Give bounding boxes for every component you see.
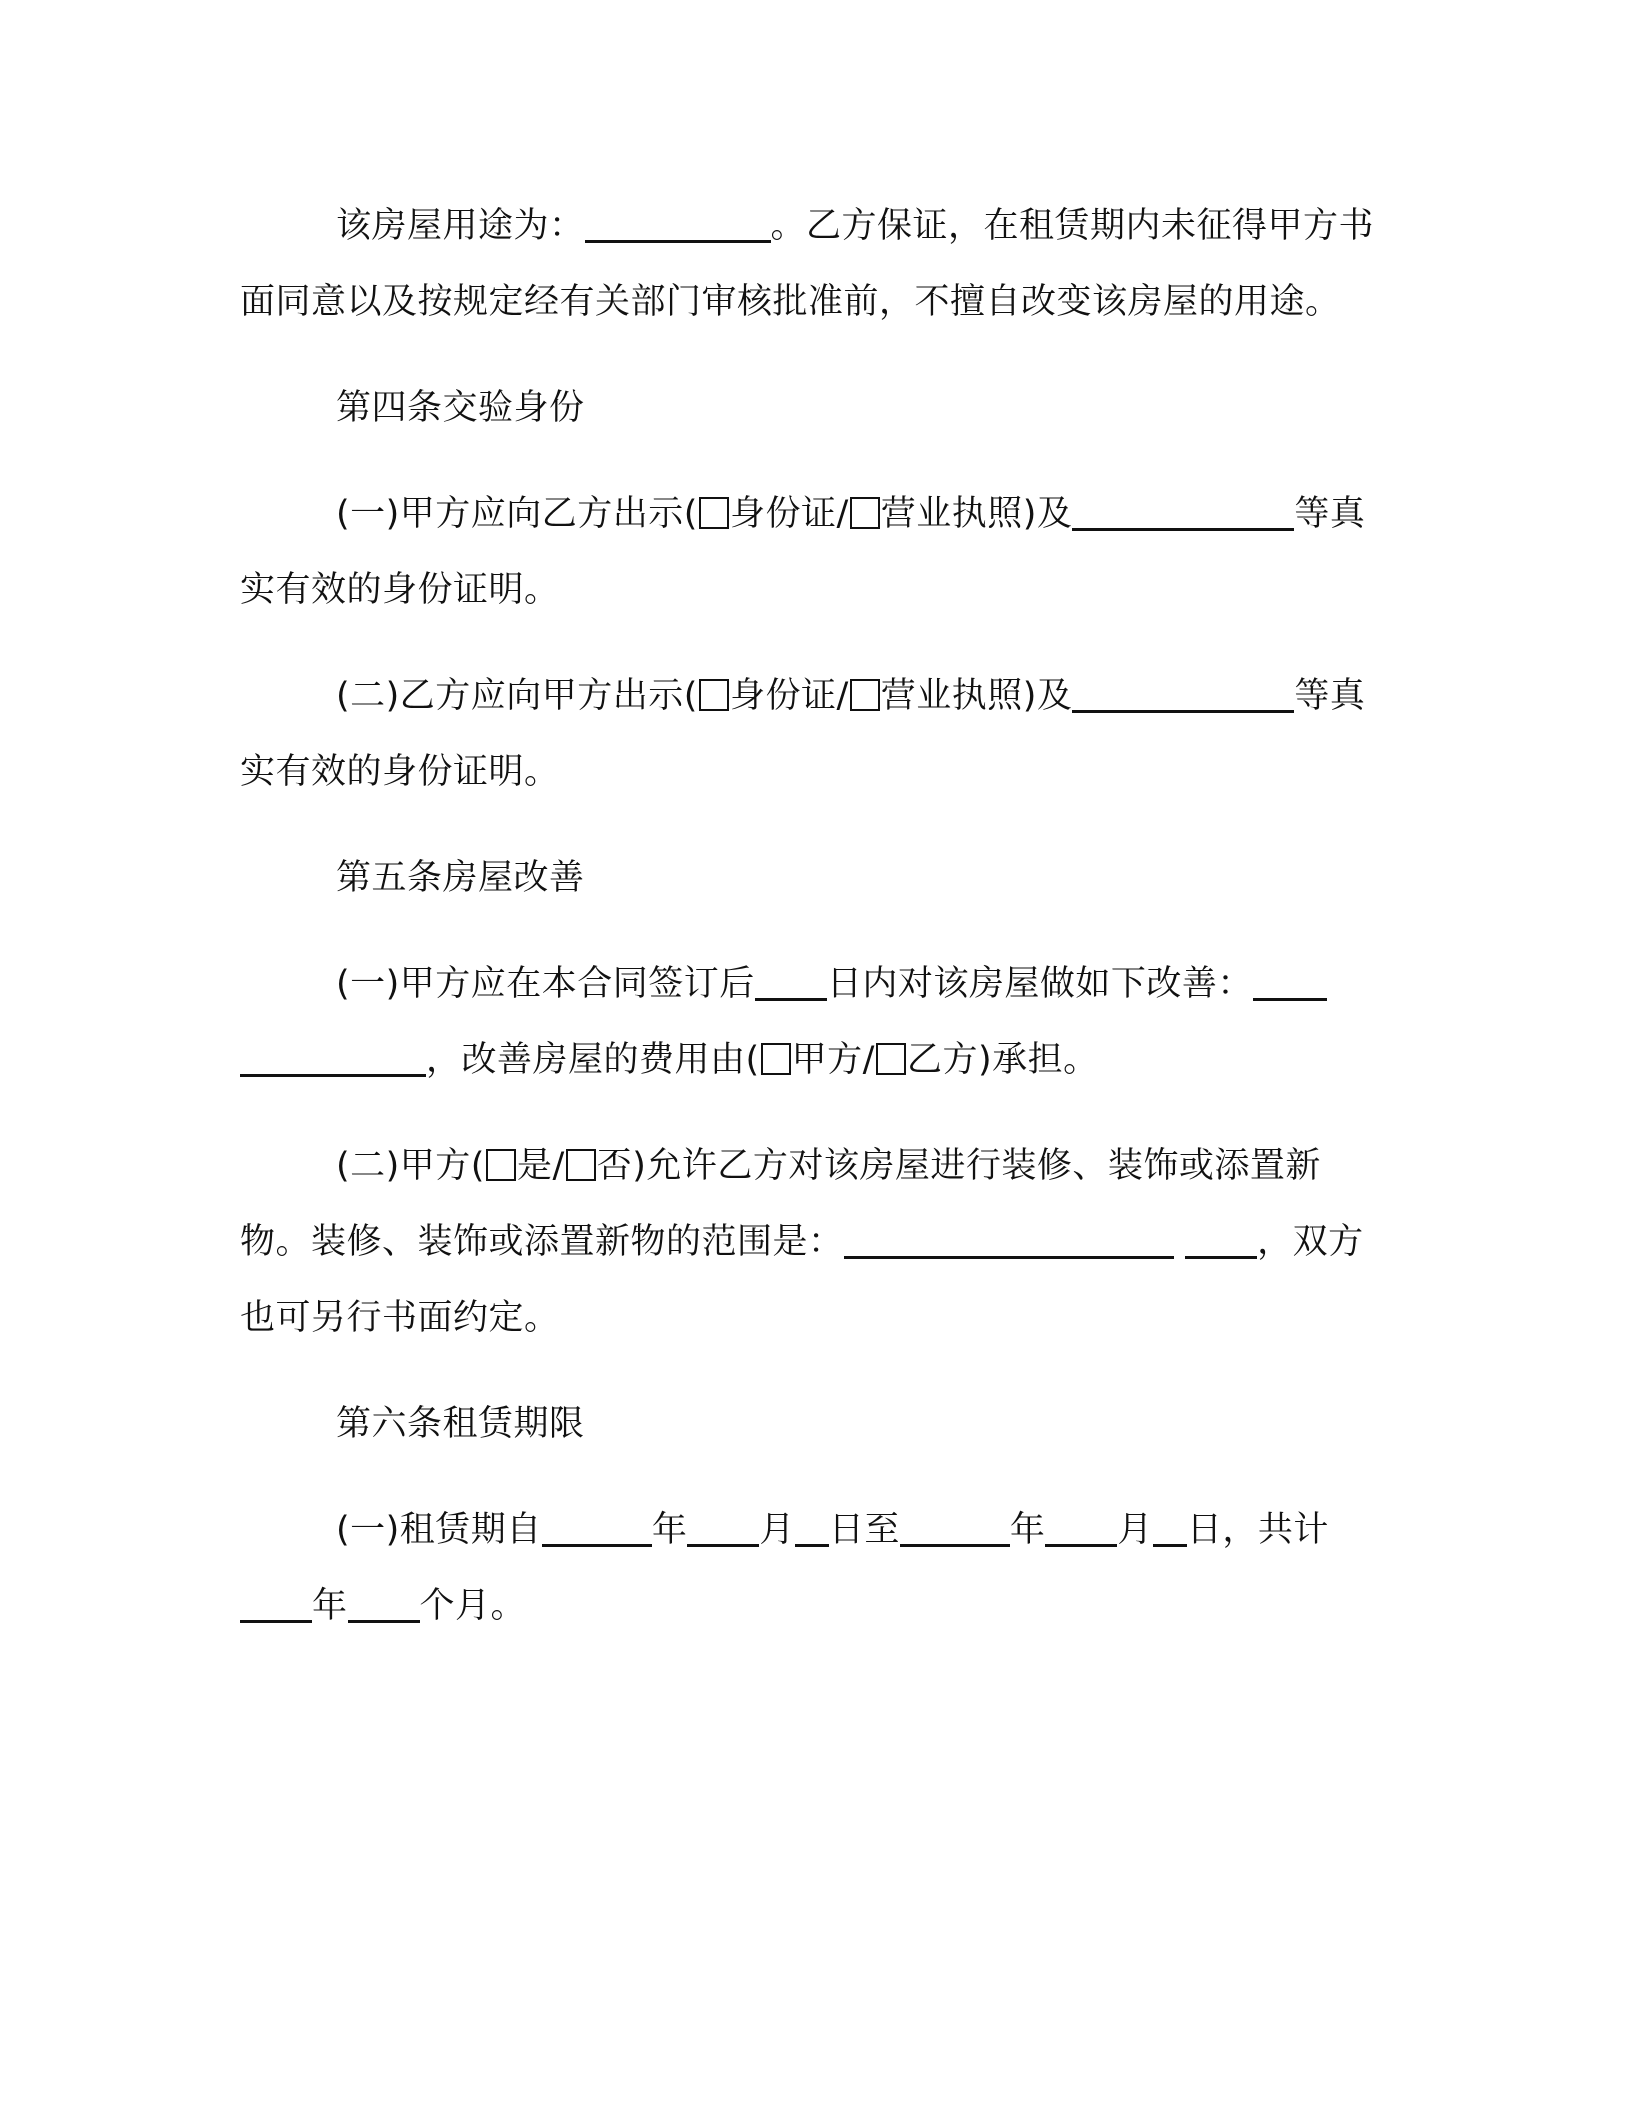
- text: (一)甲方应在本合同签订后: [336, 964, 755, 1004]
- total-years-blank[interactable]: [240, 1584, 312, 1623]
- text: 个月。: [419, 1586, 527, 1626]
- text: (一)甲方应向乙方出示(: [336, 494, 698, 534]
- days-blank[interactable]: [755, 962, 827, 1001]
- text: 日，共计: [1186, 1510, 1329, 1550]
- start-month-blank[interactable]: [687, 1508, 759, 1547]
- article-5-item-2: [240, 1128, 1380, 1356]
- text: 等真实有效的身份证明。: [240, 494, 1366, 610]
- start-year-blank[interactable]: [542, 1508, 652, 1547]
- checkbox-id-card[interactable]: [699, 497, 729, 529]
- article-4-item-2: [240, 658, 1380, 810]
- article-5-title: 第五条房屋改善: [336, 858, 585, 898]
- text: ，双方也可另行书面约定。: [240, 1222, 1364, 1338]
- checkbox-id-card[interactable]: [699, 679, 729, 711]
- paragraph-usage: [240, 188, 1380, 340]
- text: 年: [651, 1510, 688, 1550]
- text: 年: [312, 1586, 348, 1626]
- text: 月: [1117, 1510, 1153, 1550]
- text: 身份证/: [729, 494, 849, 534]
- checkbox-business-license[interactable]: [850, 497, 880, 529]
- article-5-item-1: [240, 946, 1380, 1098]
- text: 甲方/: [791, 1040, 875, 1080]
- scope-blank-1[interactable]: [844, 1220, 1174, 1259]
- usage-blank[interactable]: [585, 204, 771, 243]
- usage-text-b: 。乙方保证，在租赁期内未征得甲方书面同意以及按规定经有关部门审核批准前，不擅自改变该房屋的用途。: [240, 206, 1375, 322]
- text: 身份证/: [729, 676, 849, 716]
- text: 乙方)承担。: [906, 1040, 1099, 1080]
- article-6-item-1: [240, 1492, 1380, 1644]
- text: 营业执照)及: [880, 676, 1073, 716]
- end-year-blank[interactable]: [900, 1508, 1010, 1547]
- text: 等真实有效的身份证明。: [240, 676, 1366, 792]
- text: ，改善房屋的费用由(: [426, 1040, 760, 1080]
- checkbox-no[interactable]: [566, 1149, 596, 1181]
- start-day-blank[interactable]: [795, 1508, 829, 1547]
- checkbox-yes[interactable]: [486, 1149, 516, 1181]
- contract-body: [240, 188, 1380, 1674]
- other-id-blank[interactable]: [1072, 492, 1294, 531]
- total-months-blank[interactable]: [348, 1584, 420, 1623]
- text: 年: [1009, 1510, 1046, 1550]
- article-4-item-1: [240, 476, 1380, 628]
- end-month-blank[interactable]: [1045, 1508, 1117, 1547]
- improvement-blank-1[interactable]: [1253, 962, 1327, 1001]
- scope-blank-2[interactable]: [1185, 1220, 1257, 1259]
- usage-text-a: 该房屋用途为：: [336, 206, 585, 246]
- text: 月: [759, 1510, 795, 1550]
- article-4-title: 第四条交验身份: [336, 388, 585, 428]
- text: 日至: [828, 1510, 900, 1550]
- checkbox-business-license[interactable]: [850, 679, 880, 711]
- text: 营业执照)及: [880, 494, 1073, 534]
- end-day-blank[interactable]: [1153, 1508, 1187, 1547]
- improvement-blank-2[interactable]: [240, 1038, 426, 1077]
- text: (一)租赁期自: [336, 1510, 542, 1550]
- text: 日内对该房屋做如下改善：: [826, 964, 1253, 1004]
- text: (二)甲方(: [336, 1146, 485, 1186]
- checkbox-party-a[interactable]: [761, 1043, 791, 1075]
- checkbox-party-b[interactable]: [876, 1043, 906, 1075]
- other-id-blank[interactable]: [1072, 674, 1294, 713]
- text: (二)乙方应向甲方出示(: [336, 676, 698, 716]
- text: 是/: [516, 1146, 565, 1186]
- article-6-title: 第六条租赁期限: [336, 1404, 585, 1444]
- text: 否)允许乙方对该房屋进行装修、装饰或添置新物。装修、装饰或添置新物的范围是：: [240, 1146, 1321, 1262]
